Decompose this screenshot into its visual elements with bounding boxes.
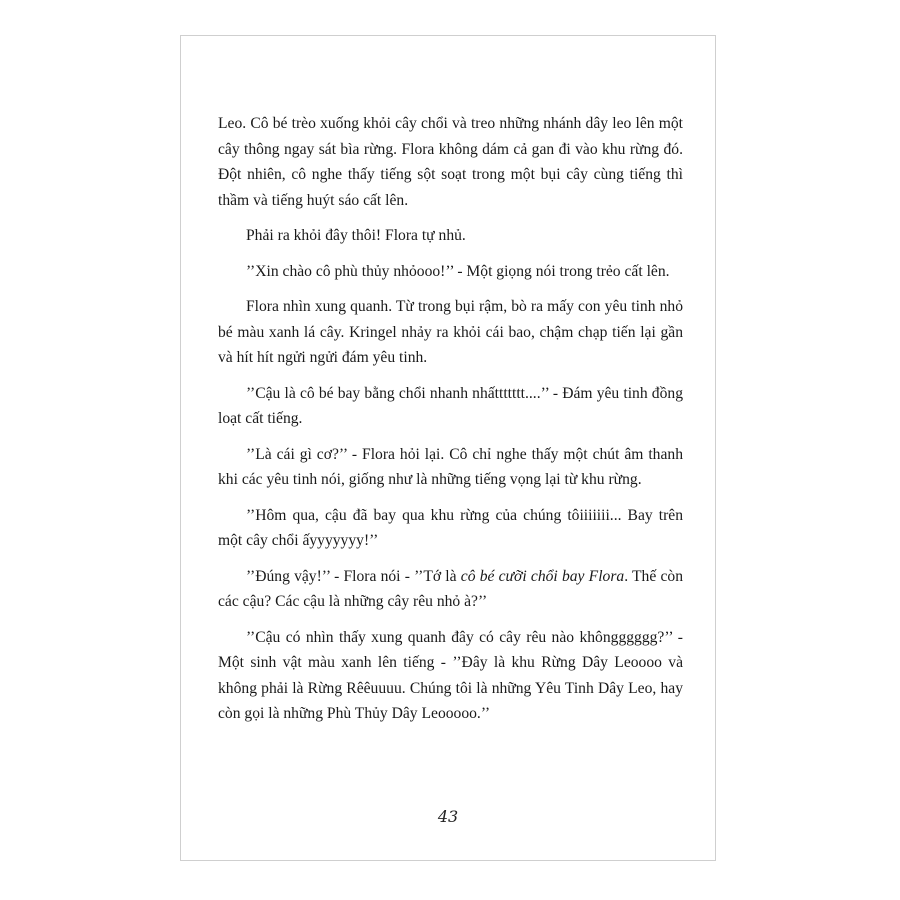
paragraph-8-start: ’’Đúng vậy!’’ - Flora nói - ’’Tớ là bbox=[246, 567, 461, 585]
paragraph-2: Phải ra khỏi đây thôi! Flora tự nhủ. bbox=[246, 227, 466, 244]
paragraph-8-italic: cô bé cưỡi chổi bay Flora bbox=[460, 567, 625, 585]
paragraph-4: Flora nhìn xung quanh. Từ trong bụi rậm, bò ra mấy con yêu tinh nhỏ bé màu xanh lá cây. Kringel nhảy ra khỏi cái bao, chậm chạp tiến lại gần và hít hít ngửi ngửi đám yêu tinh. bbox=[218, 298, 683, 366]
paragraph-6: ’’Là cái gì cơ?’’ - Flora hỏi lại. Cô chỉ nghe thấy một chút âm thanh khi các yêu tinh nói, giống như là những tiếng vọng lại từ khu rừng. bbox=[218, 445, 683, 488]
paragraph-3: ’’Xin chào cô phù thủy nhỏooo!’’ - Một giọng nói trong trẻo cất lên. bbox=[246, 262, 670, 280]
page-body-text bbox=[218, 111, 683, 737]
page-number: 43 bbox=[437, 807, 459, 826]
paragraph-5: ’’Cậu là cô bé bay bằng chổi nhanh nhấttttttt....’’ - Đám yêu tinh đồng loạt cất tiếng. bbox=[218, 384, 683, 427]
paragraph-8-end: . Thế còn các cậu? Các cậu là những cây rêu nhỏ à?’’ bbox=[218, 567, 683, 610]
paragraph-9: ’’Cậu có nhìn thấy xung quanh đây có cây rêu nào khôngggggg?’’ - Một sinh vật màu xanh lên tiếng - ’’Đây là khu Rừng Dây Leoooo và không phải là Rừng Rêêuuuu. Chúng tôi là những Yêu Tinh Dây Leo, hay còn gọi là những Phù Thủy Dây Leooooo.’’ bbox=[218, 628, 683, 722]
paragraph-1: Leo. Cô bé trèo xuống khỏi cây chổi và treo những nhánh dây leo lên một cây thông ngay sát bìa rừng. Flora không dám cả gan đi vào khu rừng đó. Đột nhiên, cô nghe thấy tiếng sột soạt trong một bụi cây cùng tiếng thì thầm và tiếng huýt sáo cất lên. bbox=[218, 115, 683, 209]
paragraph-8 bbox=[218, 564, 683, 615]
paragraph-7: ’’Hôm qua, cậu đã bay qua khu rừng của chúng tôiiiiiii... Bay trên một cây chổi ấyyyyyyy!’’ bbox=[218, 506, 683, 549]
book-page bbox=[180, 35, 716, 861]
